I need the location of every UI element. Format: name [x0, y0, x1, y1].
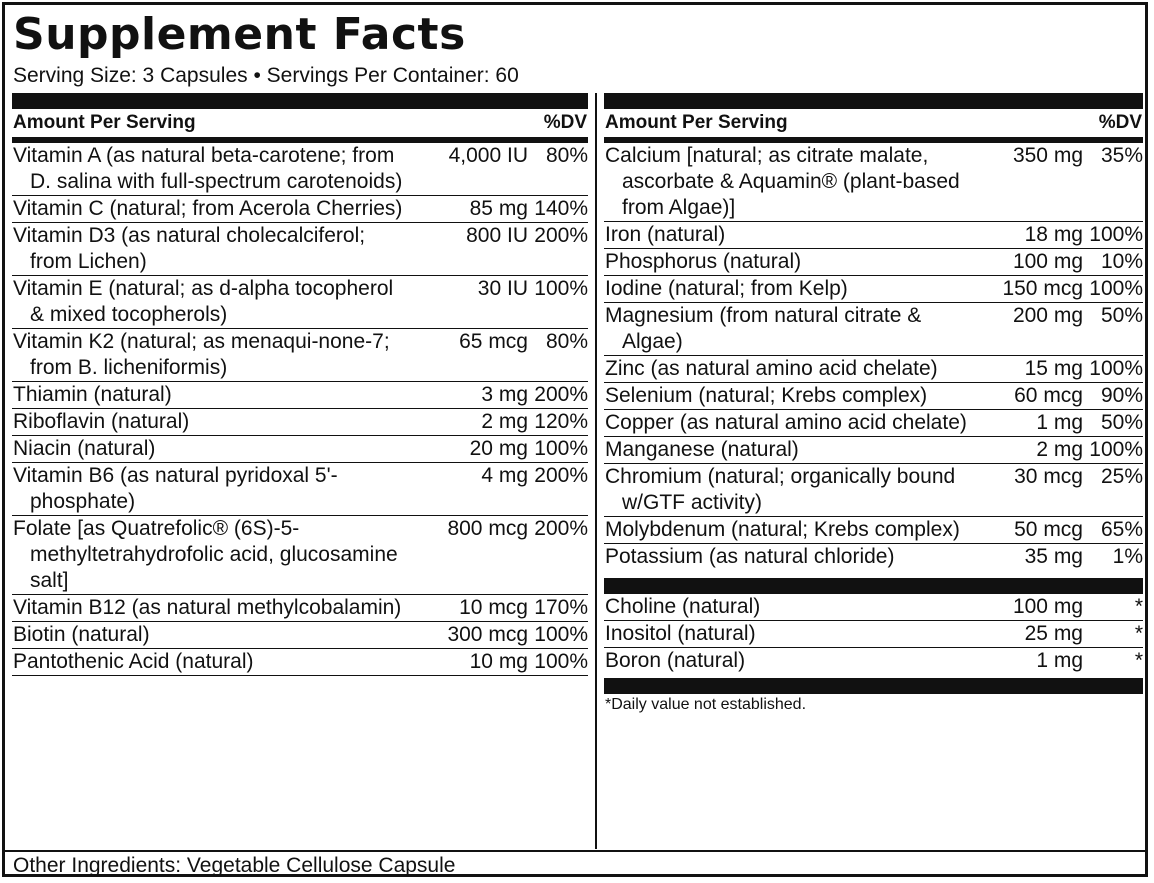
nutrient-name: Zinc (as natural amino acid chelate) [605, 357, 938, 380]
nutrient-dv: 80% [545, 330, 588, 353]
nutrient-amount: 2 mg [481, 410, 528, 433]
nutrient-amount: 1 mg [1036, 411, 1083, 434]
dv-label: %DV [1098, 112, 1142, 133]
right-nutrient-list [604, 143, 1143, 570]
nutrient-name: Pantothenic Acid (natural) [13, 650, 254, 673]
nutrient-name: Manganese (natural) [605, 438, 799, 461]
nutrient-amount: 60 mcg [1014, 384, 1083, 407]
nutrient-dv: 50% [1100, 304, 1143, 327]
footnote: *Daily value not established. [605, 696, 807, 713]
column-header [604, 109, 1143, 137]
other-nutrient-list [604, 594, 1143, 674]
nutrient-row [604, 464, 1143, 517]
nutrient-amount: 50 mcg [1014, 518, 1083, 541]
left-column [12, 93, 588, 676]
nutrient-name: Iron (natural) [605, 223, 726, 246]
nutrient-name: Boron (natural) [605, 649, 746, 672]
nutrient-row [12, 196, 588, 223]
nutrient-row [12, 649, 588, 676]
nutrient-name: Phosphorus (natural) [605, 250, 802, 273]
nutrient-row [12, 409, 588, 436]
nutrient-dv: 200% [534, 517, 588, 540]
nutrient-amount: 300 mcg [447, 623, 528, 646]
nutrient-amount: 150 mcg [1002, 277, 1083, 300]
nutrient-name: Riboflavin (natural) [13, 410, 190, 433]
nutrient-amount: 800 IU [466, 224, 528, 247]
nutrient-amount: 25 mg [1024, 622, 1083, 645]
nutrient-amount: 30 mcg [1014, 465, 1083, 488]
nutrient-dv: 50% [1100, 411, 1143, 434]
nutrient-name: Chromium (natural; organically bound w/GTF activity) [605, 465, 956, 514]
nutrient-row [12, 223, 588, 276]
nutrient-row [604, 303, 1143, 356]
nutrient-row [604, 276, 1143, 303]
section-bar [604, 578, 1143, 594]
nutrient-row [604, 383, 1143, 410]
nutrient-dv: 140% [534, 197, 588, 220]
nutrient-row [604, 517, 1143, 544]
nutrient-row [12, 622, 588, 649]
nutrient-dv: 65% [1100, 518, 1143, 541]
nutrient-name: Inositol (natural) [605, 622, 756, 645]
nutrient-dv: 200% [534, 383, 588, 406]
nutrient-name: Vitamin C (natural; from Acerola Cherries) [13, 197, 403, 220]
nutrient-name: Niacin (natural) [13, 437, 156, 460]
nutrient-amount: 800 mcg [447, 517, 528, 540]
nutrient-name: Thiamin (natural) [13, 383, 172, 406]
nutrient-row [604, 222, 1143, 249]
nutrient-amount: 200 mg [1012, 304, 1083, 327]
nutrient-row [12, 436, 588, 463]
nutrient-dv: 100% [1089, 277, 1143, 300]
nutrient-dv: 170% [534, 596, 588, 619]
nutrient-row [604, 143, 1143, 222]
nutrient-dv: 120% [534, 410, 588, 433]
nutrient-name: Vitamin B12 (as natural methylcobalamin) [13, 596, 402, 619]
nutrient-name: Selenium (natural; Krebs complex) [605, 384, 928, 407]
nutrient-amount: 20 mg [469, 437, 528, 460]
nutrient-name: Choline (natural) [605, 595, 761, 618]
other-ingredients: Other Ingredients: Vegetable Cellulose Capsule [13, 854, 456, 877]
nutrient-name: Potassium (as natural chloride) [605, 545, 895, 568]
amount-per-serving-label: Amount Per Serving [605, 112, 788, 133]
nutrient-row [12, 143, 588, 196]
nutrient-dv: 200% [534, 464, 588, 487]
nutrient-dv: * [1134, 595, 1143, 618]
nutrient-dv: 100% [534, 623, 588, 646]
nutrient-amount: 35 mg [1024, 545, 1083, 568]
nutrient-row [604, 594, 1143, 621]
nutrient-name: Vitamin B6 (as natural pyridoxal 5'-phosphate) [13, 464, 338, 513]
amount-per-serving-label: Amount Per Serving [13, 112, 196, 133]
nutrient-amount: 350 mg [1012, 144, 1083, 167]
dv-label: %DV [543, 112, 587, 133]
nutrient-amount: 3 mg [481, 383, 528, 406]
header-bar [604, 93, 1143, 109]
supplement-facts-label [2, 2, 1148, 877]
label-title: Supplement Facts [13, 9, 466, 60]
nutrient-dv: * [1134, 649, 1143, 672]
nutrient-dv: 10% [1100, 250, 1143, 273]
nutrient-amount: 18 mg [1024, 223, 1083, 246]
column-header [12, 109, 588, 137]
section-bar [604, 678, 1143, 694]
nutrient-amount: 4,000 IU [448, 144, 528, 167]
nutrient-amount: 100 mg [1012, 250, 1083, 273]
nutrient-row [604, 544, 1143, 570]
nutrient-name: Biotin (natural) [13, 623, 150, 646]
nutrient-name: Magnesium (from natural citrate & Algae) [605, 304, 922, 353]
nutrient-dv: 100% [1089, 357, 1143, 380]
nutrient-row [604, 621, 1143, 648]
nutrient-amount: 15 mg [1024, 357, 1083, 380]
nutrient-amount: 65 mcg [459, 330, 528, 353]
nutrient-row [604, 648, 1143, 674]
nutrient-amount: 30 IU [477, 277, 528, 300]
nutrient-dv: 100% [534, 277, 588, 300]
nutrient-row [12, 595, 588, 622]
nutrient-amount: 1 mg [1036, 649, 1083, 672]
nutrient-row [12, 463, 588, 516]
nutrient-amount: 10 mcg [459, 596, 528, 619]
nutrient-row [12, 276, 588, 329]
nutrient-amount: 4 mg [481, 464, 528, 487]
nutrient-row [604, 437, 1143, 464]
nutrient-name: Folate [as Quatrefolic® (6S)-5-methyltetrahydrofolic acid, glucosamine salt] [13, 517, 398, 592]
header-bar [12, 93, 588, 109]
nutrient-row [604, 249, 1143, 276]
nutrient-dv: 100% [1089, 223, 1143, 246]
nutrient-dv: 25% [1100, 465, 1143, 488]
nutrient-amount: 85 mg [469, 197, 528, 220]
nutrient-amount: 10 mg [469, 650, 528, 673]
nutrient-dv: * [1134, 622, 1143, 645]
other-ingredients-divider [5, 850, 1145, 852]
nutrient-row [12, 516, 588, 595]
nutrient-name: Iodine (natural; from Kelp) [605, 277, 848, 300]
nutrient-name: Vitamin D3 (as natural cholecalciferol; from Lichen) [13, 224, 366, 273]
serving-info: Serving Size: 3 Capsules • Servings Per Container: 60 [13, 64, 519, 87]
nutrient-dv: 1% [1112, 545, 1143, 568]
nutrient-row [604, 356, 1143, 383]
left-nutrient-list [12, 143, 588, 676]
nutrient-amount: 2 mg [1036, 438, 1083, 461]
nutrient-dv: 100% [1089, 438, 1143, 461]
nutrient-dv: 35% [1100, 144, 1143, 167]
nutrient-name: Vitamin A (as natural beta-carotene; from D. salina with full-spectrum carotenoids) [13, 144, 403, 193]
nutrient-dv: 100% [534, 650, 588, 673]
nutrient-dv: 200% [534, 224, 588, 247]
nutrient-dv: 100% [534, 437, 588, 460]
nutrient-amount: 100 mg [1012, 595, 1083, 618]
column-divider [595, 93, 597, 849]
nutrient-row [604, 410, 1143, 437]
nutrient-name: Molybdenum (natural; Krebs complex) [605, 518, 960, 541]
nutrient-name: Vitamin K2 (natural; as menaqui-none-7; from B. licheniformis) [13, 330, 390, 379]
nutrient-row [12, 329, 588, 382]
right-column [604, 93, 1143, 716]
nutrient-row [12, 382, 588, 409]
nutrient-dv: 80% [545, 144, 588, 167]
nutrient-name: Calcium [natural; as citrate malate, ascorbate & Aquamin® (plant-based from Algae)] [605, 144, 960, 219]
nutrient-name: Copper (as natural amino acid chelate) [605, 411, 967, 434]
nutrient-name: Vitamin E (natural; as d-alpha tocopherol & mixed tocopherols) [13, 277, 394, 326]
nutrient-dv: 90% [1100, 384, 1143, 407]
